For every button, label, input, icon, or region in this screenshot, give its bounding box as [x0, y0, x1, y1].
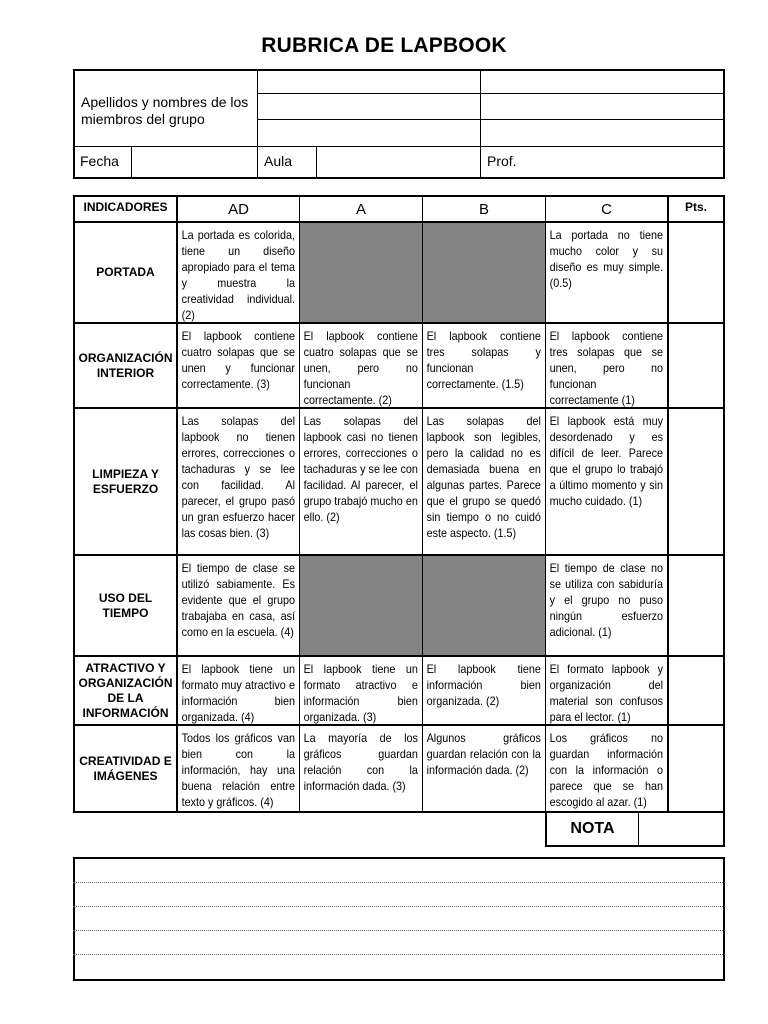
descriptor-portada-c: La portada no tiene mucho color y su diseño es muy simple. (0.5): [549, 228, 663, 290]
notes-line: [73, 906, 725, 907]
descriptor-organizacion-a: El lapbook contiene cuatro solapas que se unen, pero no funcionan correctamente. (2): [303, 329, 418, 407]
indicator-portada: PORTADA: [96, 265, 155, 279]
descriptor-limpieza-a: Las solapas del lapbook casi no tienen errores, correcciones o tachaduras y se lee con facilidad. Al parecer, el grupo trabajó mucho en ello. (2): [303, 414, 418, 524]
header-ad: AD: [228, 200, 249, 218]
indicator-uso-del-tiempo: USO DEL TIEMPO: [98, 590, 153, 620]
notes-line: [73, 954, 725, 955]
nota-field[interactable]: [640, 813, 723, 845]
fecha-field[interactable]: [132, 147, 256, 177]
descriptor-atractivo-a: El lapbook tiene un formato atractivo e información bien organizada. (3): [303, 662, 418, 724]
descriptor-creatividad-ad: Todos los gráficos van bien con la información, hay una buena relación entre texto y gráficos. (4): [181, 731, 295, 809]
descriptor-limpieza-c: El lapbook está muy desordenado y es difícil de leer. Parece que el grupo lo trabajó a último momento y sin mucho cuidado. (1): [549, 414, 663, 508]
notes-box[interactable]: [73, 857, 725, 981]
descriptor-organizacion-ad: El lapbook contiene cuatro solapas que se unen y funcionar correctamente. (3): [181, 329, 295, 391]
descriptor-limpieza-b: Las solapas del lapbook son legibles, pero la calidad no es demasiada buena en algunas partes. Parece que el grupo se quedó sin tiempo o no cuidó este aspecto. (1.5): [426, 414, 541, 540]
nota-box: [545, 813, 725, 847]
member-name-field-4[interactable]: [482, 94, 722, 119]
descriptor-organizacion-c: El lapbook contiene tres solapas que se unen, pero no funcionan correctamente (1): [549, 329, 663, 407]
notes-line: [73, 930, 725, 931]
pts-field-atractivo[interactable]: [669, 657, 723, 724]
descriptor-creatividad-b: Algunos gráficos guardan relación con la información dada. (2): [426, 731, 541, 777]
descriptor-creatividad-c: Los gráficos no guardan información con la información o parece que se han escogido al azar. (1): [549, 731, 663, 809]
shaded-cell: [423, 223, 545, 322]
header-pts: Pts.: [684, 200, 707, 214]
rubric-table: [73, 195, 725, 813]
header-b: B: [478, 200, 489, 218]
pts-field-creatividad[interactable]: [669, 726, 723, 811]
indicator-atractivo-organizacion: ATRACTIVO Y ORGANIZACIÓN DE LA INFORMACIÓN: [78, 660, 173, 720]
member-name-field-3[interactable]: [259, 94, 479, 119]
members-label: Apellidos y nombres de los miembros del grupo: [81, 94, 249, 127]
fecha-label: Fecha: [80, 153, 119, 169]
member-name-field-5[interactable]: [259, 120, 479, 146]
descriptor-atractivo-b: El lapbook tiene información bien organizada. (2): [426, 662, 541, 708]
header-a: A: [355, 200, 366, 218]
aula-field[interactable]: [317, 147, 479, 177]
member-name-field-1[interactable]: [259, 71, 479, 93]
notes-line: [73, 882, 725, 883]
descriptor-atractivo-c: El formato lapbook y organización del material son confusos para el lector. (1): [549, 662, 663, 724]
descriptor-tiempo-ad: El tiempo de clase se utilizó sabiamente. Es evidente que el grupo trabajaba en casa, así como en la escuela. (4): [181, 561, 295, 639]
member-name-field-6[interactable]: [482, 120, 722, 146]
member-name-field-2[interactable]: [482, 71, 722, 93]
pts-field-tiempo[interactable]: [669, 556, 723, 655]
pts-field-organizacion[interactable]: [669, 324, 723, 407]
shaded-cell: [423, 556, 545, 655]
descriptor-portada-ad: La portada es colorida, tiene un diseño apropiado para el tema y muestra la creatividad individual. (2): [181, 228, 295, 322]
header-c: C: [601, 200, 612, 218]
prof-field[interactable]: [533, 147, 722, 177]
descriptor-atractivo-ad: El lapbook tiene un formato muy atractivo e información bien organizada. (4): [181, 662, 295, 724]
descriptor-creatividad-a: La mayoría de los gráficos guardan relación con la información dada. (3): [303, 731, 418, 793]
indicator-creatividad-imagenes: CREATIVIDAD E IMÁGENES: [79, 753, 172, 783]
student-info-box: [73, 69, 725, 179]
pts-field-portada[interactable]: [669, 223, 723, 322]
page-title: RUBRICA DE LAPBOOK: [261, 34, 507, 57]
descriptor-tiempo-c: El tiempo de clase no se utiliza con sabiduría y el grupo no puso ningún esfuerzo adicional. (1): [549, 561, 663, 639]
pts-field-limpieza[interactable]: [669, 409, 723, 554]
indicator-limpieza-esfuerzo: LIMPIEZA Y ESFUERZO: [92, 466, 159, 496]
aula-label: Aula: [264, 153, 293, 169]
shaded-cell: [300, 223, 422, 322]
header-indicadores: INDICADORES: [83, 200, 168, 214]
indicator-organizacion-interior: ORGANIZACIÓN INTERIOR: [78, 350, 173, 380]
nota-label: NOTA: [570, 820, 615, 837]
descriptor-organizacion-b: El lapbook contiene tres solapas y funcionan correctamente. (1.5): [426, 329, 541, 391]
descriptor-limpieza-ad: Las solapas del lapbook no tienen errores, correcciones o tachaduras y se lee con facilidad. Al parecer, el grupo pasó un gran esfuerzo hacer las cosas bien. (3): [181, 414, 295, 540]
prof-label: Prof.: [487, 153, 517, 169]
shaded-cell: [300, 556, 422, 655]
